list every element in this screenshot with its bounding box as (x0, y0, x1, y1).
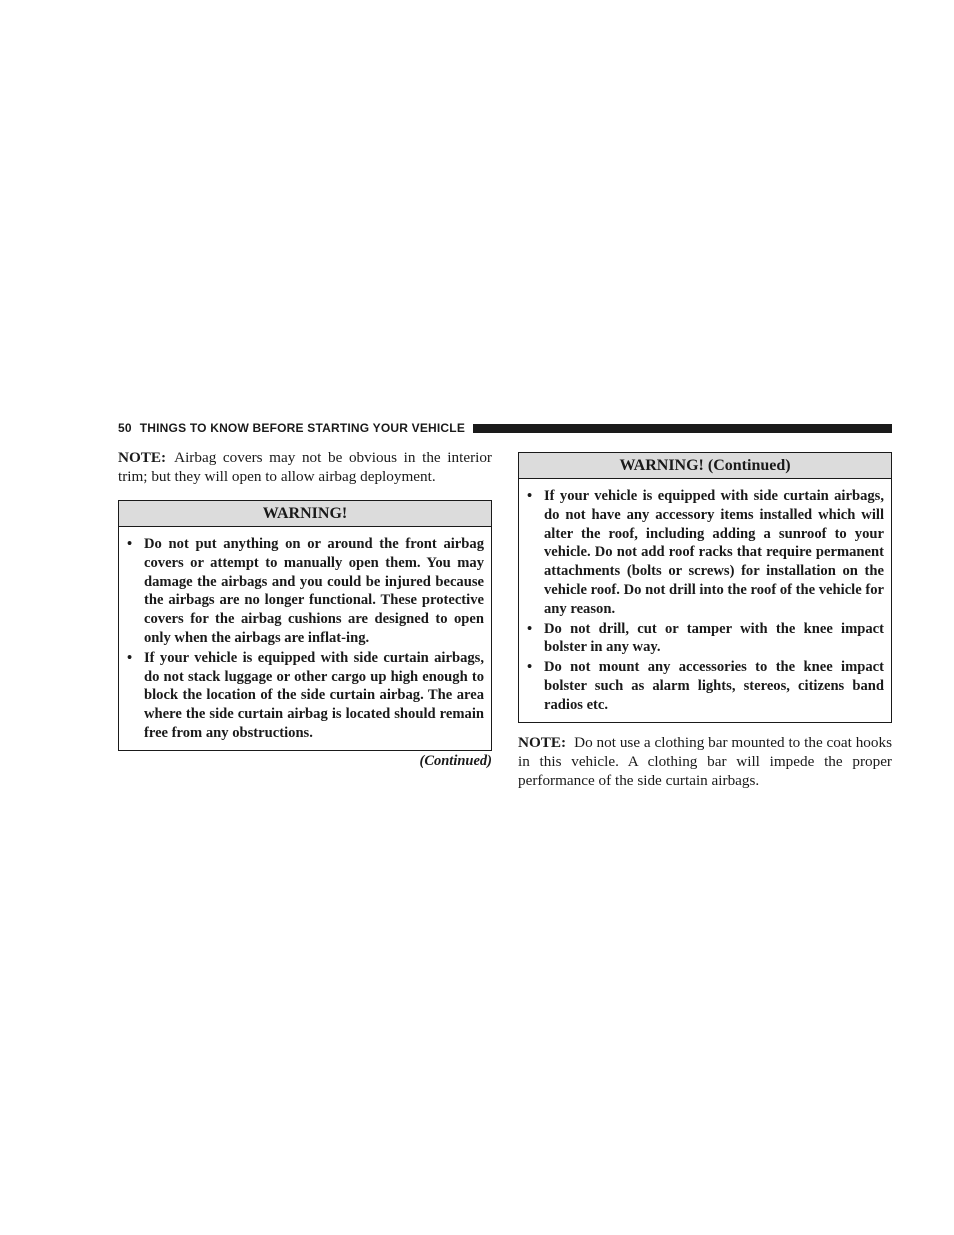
note-text: Airbag covers may not be obvious in the interior trim; but they will open to allow airbag deployment. (118, 449, 492, 485)
warning-box (118, 500, 492, 751)
bullet-icon: • (127, 649, 133, 666)
list-item (126, 649, 484, 743)
list-item (526, 487, 884, 619)
list-item-text: Do not drill, cut or tamper with the knee impact bolster in any way. (544, 620, 884, 656)
section-title: THINGS TO KNOW BEFORE STARTING YOUR VEHICLE (139, 421, 466, 435)
note-clothing-bar (518, 733, 892, 790)
page-number: 50 (118, 421, 132, 435)
list-item-text: Do not mount any accessories to the knee impact bolster such as alarm lights, stereos, citizens band radios etc. (544, 659, 884, 713)
right-column (518, 452, 892, 790)
note-text: Do not use a clothing bar mounted to the coat hooks in this vehicle. A clothing bar will impede the proper performance of the side curtain airbags. (518, 733, 892, 789)
header-rule (473, 424, 892, 433)
warning-continued-list (519, 479, 891, 722)
list-item-text: Do not put anything on or around the front airbag covers or attempt to manually open them. You may damage the airbags and you could be injured because the airbags are no longer functional. These protective covers for the airbag cushions are designed to open only when the airbags are inflat-ing. (144, 536, 484, 646)
left-column (118, 448, 492, 770)
note-airbag-covers (118, 448, 492, 486)
list-item-text: If your vehicle is equipped with side curtain airbags, do not stack luggage or other cargo up high enough to block the location of the side curtain airbag. The area where the side curtain airbag is located should remain free from any obstructions. (144, 649, 484, 741)
list-item-text: If your vehicle is equipped with side curtain airbags, do not have any accessory items installed which will alter the roof, including adding a sunroof to your vehicle. Do not add roof racks that require permanent attachments (bolts or screws) for installation on the vehicle roof. Do not drill into the roof of the vehicle for any reason. (544, 488, 884, 617)
warning-list (119, 527, 491, 750)
note-label: NOTE: (518, 733, 567, 751)
page-header (118, 419, 892, 437)
warning-continued-box (518, 452, 892, 723)
bullet-icon: • (527, 620, 533, 637)
bullet-icon: • (527, 659, 533, 676)
list-item (526, 658, 884, 714)
bullet-icon: • (127, 536, 133, 552)
warning-continued-title: WARNING! (Continued) (519, 453, 891, 479)
warning-title: WARNING! (119, 501, 491, 527)
list-item (126, 535, 484, 648)
continued-label: (Continued) (419, 752, 492, 769)
note-label: NOTE: (118, 449, 167, 466)
list-item (526, 620, 884, 658)
bullet-icon: • (527, 488, 533, 504)
